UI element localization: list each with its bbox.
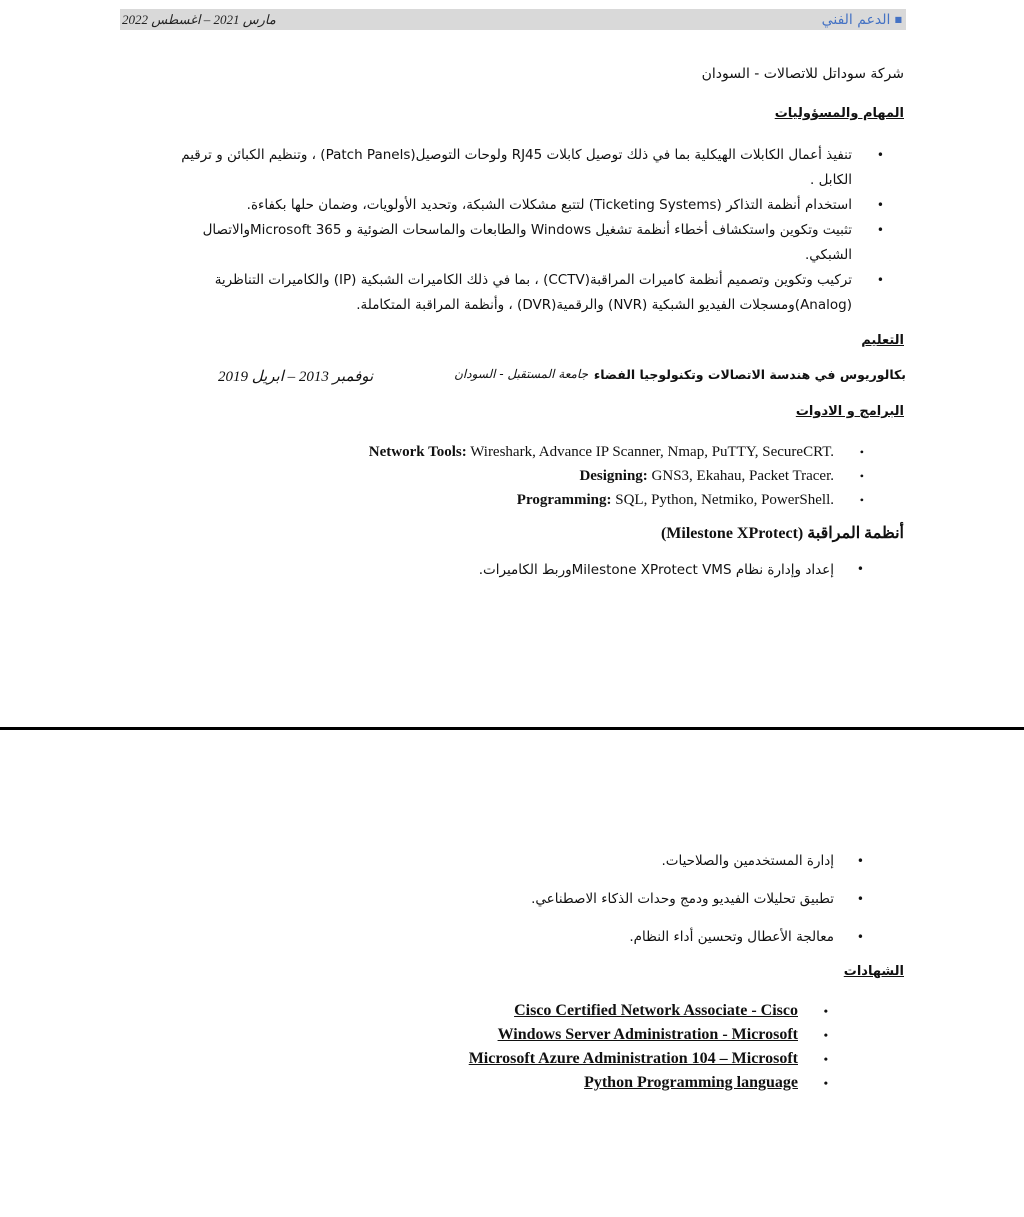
bullet-icon: • xyxy=(876,148,884,162)
list-item: • Designing: GNS3, Ekahau, Packet Tracer. xyxy=(304,464,864,488)
page-divider xyxy=(0,727,1024,730)
company-name: شركة سوداتل للاتصالات - السودان xyxy=(701,66,904,82)
job-title xyxy=(822,12,902,28)
job-title-text: الدعم الفني xyxy=(821,11,891,28)
bullet-icon: • xyxy=(856,930,864,944)
list-item: • استخدام أنظمة التذاكر (Ticketing Systems) لتتبع مشكلات الشبكة، وتحديد الأولويات، وضمان حلها بكفاءة. xyxy=(170,193,884,218)
list-item: • معالجة الأعطال وتحسين أداء النظام. xyxy=(629,929,864,945)
bullet-icon: • xyxy=(859,469,864,483)
list-item: • تطبيق تحليلات الفيديو ودمج وحدات الذكاء الاصطناعي. xyxy=(531,891,864,907)
list-item: • Network Tools: Wireshark, Advance IP Scanner, Nmap, PuTTY, SecureCRT. xyxy=(304,440,864,464)
list-item: • Cisco Certified Network Associate - Cisco xyxy=(469,999,828,1023)
bullet-icon: • xyxy=(876,223,884,237)
tools-heading: البرامج و الادوات xyxy=(795,404,904,419)
cctv-heading: أنظمة المراقبة (Milestone XProtect) xyxy=(660,525,904,542)
duties-heading: المهام والمسؤوليات xyxy=(774,106,904,121)
bullet-icon: • xyxy=(859,445,864,459)
education-heading: التعليم xyxy=(861,333,904,348)
education-dates: نوفمبر 2013 – ابريل 2019 xyxy=(218,369,374,385)
list-item: • Windows Server Administration - Microsoft xyxy=(469,1023,828,1047)
bullet-icon: • xyxy=(823,1052,828,1066)
bullet-icon: • xyxy=(859,493,864,507)
list-item: • إعداد وإدارة نظام Milestone XProtect VMSوربط الكاميرات. xyxy=(478,562,864,578)
education-university: جامعة المستقبل - السودان xyxy=(454,367,588,381)
list-item: • Python Programming language xyxy=(469,1071,828,1095)
education-degree: بكالوريوس في هندسة الاتصالات وتكنولوجيا الفضاء xyxy=(593,367,906,382)
cctv-list-continued xyxy=(364,851,864,965)
bullet-icon: • xyxy=(876,273,884,287)
education-entry xyxy=(150,367,906,389)
list-item: • إدارة المستخدمين والصلاحيات. xyxy=(661,853,864,869)
bullet-icon: • xyxy=(856,562,864,576)
list-item: • تركيب وتكوين وتصميم أنظمة كاميرات المراقبة(CCTV) ، بما في ذلك الكاميرات الشبكية (IP) والكاميرات التناظرية (Analog)ومسجلات الفيديو الشبكية (NVR) والرقمية(DVR) ، وأنظمة المراقبة المتكاملة. xyxy=(170,268,884,318)
bullet-icon: • xyxy=(823,1004,828,1018)
square-bullet-icon: ■ xyxy=(894,15,902,24)
job-header-bar xyxy=(120,9,906,30)
bullet-icon: • xyxy=(823,1076,828,1090)
list-item: • Programming: SQL, Python, Netmiko, PowerShell. xyxy=(304,488,864,512)
list-item: • تنفيذ أعمال الكابلات الهيكلية بما في ذلك توصيل كابلات RJ45 ولوحات التوصيل(Patch Panels) ، وتنظيم الكبائن و ترقيم الكابل . xyxy=(170,143,884,193)
certificates-heading: الشهادات xyxy=(843,964,904,979)
job-dates: مارس 2021 – اغسطس 2022 xyxy=(122,11,276,27)
bullet-icon: • xyxy=(856,892,864,906)
bullet-icon: • xyxy=(856,854,864,868)
list-item: • Microsoft Azure Administration 104 – Microsoft xyxy=(469,1047,828,1071)
certificates-list xyxy=(469,999,828,1095)
duties-list xyxy=(170,143,884,318)
bullet-icon: • xyxy=(823,1028,828,1042)
bullet-icon: • xyxy=(876,198,884,212)
list-item: • تثبيت وتكوين واستكشاف أخطاء أنظمة تشغيل Windows والطابعات والماسحات الضوئية و Microsoft 365والاتصال الشبكي. xyxy=(170,218,884,268)
tools-list xyxy=(304,440,864,512)
